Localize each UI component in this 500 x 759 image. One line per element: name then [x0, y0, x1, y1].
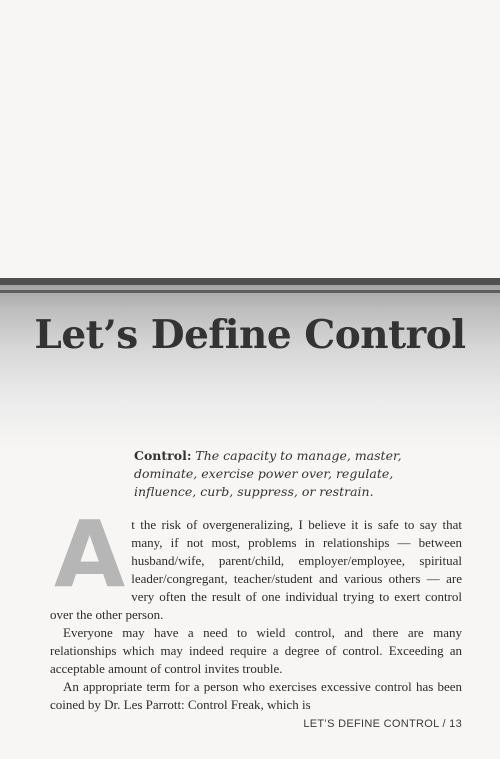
chapter-header-band: [0, 278, 500, 450]
body-paragraph-2: Everyone may have a need to wield control, and there are many relationships which may indeed require a degree of control. Exceeding an acceptable amount of control invites trouble.: [50, 625, 462, 676]
definition-term: Control:: [134, 448, 192, 463]
running-footer: LET’S DEFINE CONTROL / 13: [303, 718, 462, 730]
header-rule-thick: [0, 278, 500, 285]
paragraph-text: t the risk of overgeneralizing, I believe it is safe to say that many, if not most, problems in relationships — between husband/wife, parent/child, employer/employee, spiritual leader/congregant, teacher/student and various others — are very often the result of one individual trying to exert control over the other person.: [50, 517, 462, 622]
drop-cap: A: [54, 501, 126, 608]
definition-text: The capacity to manage, master, dominate, exercise power over, regulate, influence, curb, suppress, or restrain.: [134, 448, 402, 499]
body-text: [50, 501, 462, 714]
definition-block: [134, 447, 434, 501]
body-paragraph-1: [50, 501, 462, 624]
header-rule-thin: [0, 290, 500, 293]
body-paragraph-3: An appropriate term for a person who exercises excessive control has been coined by Dr. Les Parrott: Control Freak, which is: [50, 679, 462, 712]
chapter-title: Let’s Define Control: [34, 312, 466, 358]
